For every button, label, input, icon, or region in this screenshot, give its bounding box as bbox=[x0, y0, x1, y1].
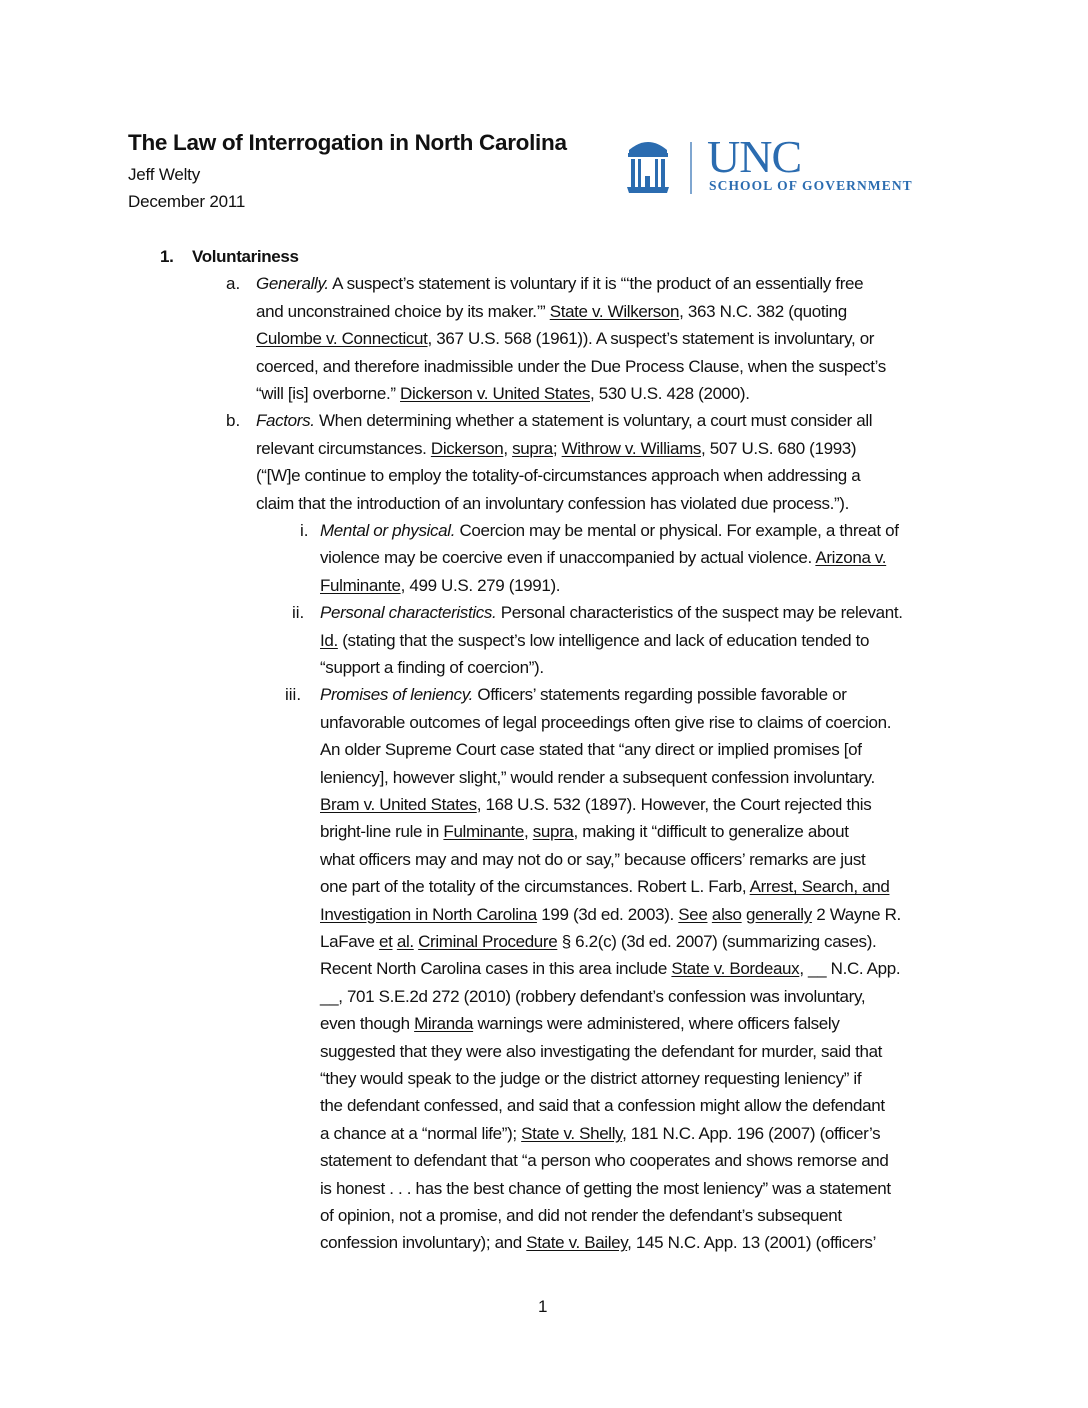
text-run: , making it “difficult to generalize about bbox=[573, 822, 849, 842]
citation: Arizona v. bbox=[815, 548, 887, 568]
text-line bbox=[320, 602, 903, 624]
text-run: Officers’ statements regarding possible favorable or bbox=[472, 685, 847, 705]
text-run: 199 (3d ed. 2003). bbox=[536, 904, 679, 924]
text-line bbox=[320, 1123, 880, 1145]
text-line bbox=[256, 383, 750, 405]
citation: generally bbox=[746, 904, 812, 924]
citation: Dickerson bbox=[430, 438, 504, 458]
text-line bbox=[256, 301, 847, 323]
text-run: coerced, and therefore inadmissible under the Due Process Clause, when the suspect’s bbox=[256, 356, 886, 376]
list-marker: ii. bbox=[292, 603, 305, 623]
text-line bbox=[320, 1205, 842, 1227]
text-run: even though bbox=[320, 1014, 415, 1034]
text-run: ; bbox=[552, 438, 562, 458]
text-line bbox=[256, 465, 860, 487]
citation: State v. Bordeaux bbox=[671, 959, 800, 979]
citation: Culombe v. Connecticut bbox=[256, 329, 428, 349]
citation: Dickerson v. United States bbox=[400, 384, 590, 403]
page-number: 1 bbox=[538, 1297, 548, 1316]
text-run: of opinion, not a promise, and did not render the defendant’s subsequent bbox=[320, 1206, 842, 1225]
text-run: statement to defendant that “a person who cooperates and shows remorse and bbox=[320, 1151, 889, 1171]
text-run: , 363 N.C. 382 (quoting bbox=[679, 301, 847, 321]
text-run: Personal characteristics of the suspect may be relevant. bbox=[496, 603, 903, 623]
text-line bbox=[320, 958, 900, 980]
text-line bbox=[320, 1232, 876, 1254]
text-run: unfavorable outcomes of legal proceedings often give rise to claims of coercion. bbox=[320, 712, 892, 732]
logo-wordmark: UNC bbox=[707, 131, 802, 182]
text-run: “they would speak to the judge or the district attorney requesting leniency” if bbox=[320, 1069, 862, 1088]
text-line bbox=[256, 356, 886, 378]
text-run: “support a finding of coercion”). bbox=[320, 658, 544, 677]
text-line bbox=[320, 630, 869, 652]
text-run: leniency], however slight,” would render a subsequent confession involuntary. bbox=[320, 767, 875, 787]
text-run: , 507 U.S. 680 (1993) bbox=[701, 438, 857, 458]
citation: Id. bbox=[320, 630, 338, 650]
text-line bbox=[320, 1013, 839, 1035]
text-line bbox=[320, 931, 876, 953]
list-marker: b. bbox=[226, 411, 241, 431]
list-marker: a. bbox=[226, 274, 241, 294]
author: Jeff Welty bbox=[128, 165, 201, 184]
citation: et bbox=[378, 932, 393, 951]
text-line bbox=[320, 657, 544, 679]
text-run: (“[W]e continue to employ the totality-of-circumstances approach when addressing a bbox=[256, 466, 861, 486]
citation: Investigation in North Carolina bbox=[320, 904, 537, 924]
text-run: (stating that the suspect’s low intelligence and lack of education tended to bbox=[337, 630, 870, 650]
text-line bbox=[320, 684, 847, 706]
citation: State v. Wilkerson bbox=[549, 301, 680, 321]
text-run: the defendant confessed, and said that a confession might allow the defendant bbox=[320, 1096, 885, 1116]
text-line bbox=[320, 904, 901, 926]
text-line bbox=[320, 520, 899, 542]
text-run: , 145 N.C. App. 13 (2001) (officers’ bbox=[627, 1233, 877, 1253]
item-heading: Promises of leniency. bbox=[320, 685, 473, 705]
section-heading: Voluntariness bbox=[192, 247, 299, 266]
logo-subtitle: SCHOOL OF GOVERNMENT bbox=[709, 178, 913, 193]
text-run: LaFave bbox=[320, 932, 379, 951]
text-line bbox=[320, 1150, 889, 1172]
list-marker: i. bbox=[300, 521, 309, 540]
item-heading: Factors. bbox=[256, 411, 315, 431]
citation: Fulminante bbox=[320, 575, 401, 595]
citation: State v. Shelly bbox=[521, 1123, 623, 1143]
list-marker: iii. bbox=[285, 685, 302, 705]
text-run: Coercion may be mental or physical. For example, a threat of bbox=[455, 521, 899, 540]
text-line bbox=[320, 794, 871, 816]
text-run: § 6.2(c) (3d ed. 2007) (summarizing cases). bbox=[557, 932, 877, 951]
text-run: one part of the totality of the circumstances. Robert L. Farb, bbox=[320, 877, 750, 897]
item-heading: Personal characteristics. bbox=[320, 603, 497, 623]
date: December 2011 bbox=[128, 192, 246, 211]
text-run: Recent North Carolina cases in this area include bbox=[320, 959, 672, 979]
text-line bbox=[320, 1068, 861, 1090]
text-run: confession involuntary); and bbox=[320, 1233, 527, 1253]
unc-sog-logo bbox=[627, 131, 947, 198]
text-run: relevant circumstances. bbox=[256, 438, 431, 458]
text-run: , bbox=[524, 822, 533, 842]
text-line bbox=[256, 273, 863, 295]
text-line bbox=[256, 410, 872, 432]
citation: supra bbox=[512, 438, 553, 458]
text-run: , __ N.C. App. bbox=[799, 959, 901, 979]
text-run: , 530 U.S. 428 (2000). bbox=[590, 384, 750, 403]
section-number: 1. bbox=[160, 247, 174, 266]
text-run: An older Supreme Court case stated that “any direct or implied promises [of bbox=[320, 740, 862, 760]
citation: also bbox=[711, 904, 742, 924]
text-run: , 499 U.S. 279 (1991). bbox=[400, 575, 561, 595]
citation: supra bbox=[532, 822, 574, 842]
text-line bbox=[320, 547, 886, 569]
text-run: a chance at a “normal life”); bbox=[320, 1123, 522, 1143]
citation: al. bbox=[396, 932, 414, 951]
text-line bbox=[320, 712, 891, 734]
text-run: , bbox=[503, 438, 513, 458]
text-line bbox=[256, 493, 849, 515]
text-line bbox=[256, 438, 856, 460]
text-run: violence may be coercive even if unaccompanied by actual violence. bbox=[320, 548, 816, 568]
text-run: A suspect’s statement is voluntary if it is “‘the product of an essentially free bbox=[328, 274, 864, 294]
citation: See bbox=[678, 904, 708, 924]
text-line bbox=[256, 328, 874, 350]
text-run: warnings were administered, where officers falsely bbox=[473, 1014, 840, 1034]
citation: State v. Bailey bbox=[526, 1233, 628, 1253]
citation: Miranda bbox=[414, 1014, 474, 1034]
text-line bbox=[320, 876, 889, 898]
text-run: 2 Wayne R. bbox=[811, 904, 901, 924]
text-line bbox=[320, 1178, 891, 1200]
text-run: , 181 N.C. App. 196 (2007) (officer’s bbox=[622, 1123, 881, 1143]
text-run: what officers may and may not do or say,” because officers’ remarks are just bbox=[320, 849, 866, 869]
text-line bbox=[320, 821, 849, 843]
citation: Arrest, Search, and bbox=[749, 877, 890, 897]
text-line bbox=[320, 849, 865, 871]
text-run: claim that the introduction of an involuntary confession has violated due process.”). bbox=[256, 493, 849, 513]
text-run: When determining whether a statement is voluntary, a court must consider all bbox=[314, 411, 873, 431]
citation: Bram v. United States bbox=[320, 795, 477, 814]
citation: Fulminante bbox=[443, 822, 525, 842]
text-line bbox=[320, 986, 865, 1008]
item-heading: Mental or physical. bbox=[320, 521, 456, 540]
text-run: “will [is] overborne.” bbox=[256, 384, 401, 403]
text-line bbox=[320, 739, 862, 761]
citation: Withrow v. Williams bbox=[561, 438, 702, 458]
text-line bbox=[320, 575, 560, 597]
text-run: , 367 U.S. 568 (1961)). A suspect’s statement is involuntary, or bbox=[427, 329, 875, 349]
text-run: suggested that they were also investigating the defendant for murder, said that bbox=[320, 1041, 883, 1061]
text-run: is honest . . . has the best chance of getting the most leniency” was a statement bbox=[320, 1178, 891, 1198]
citation: Criminal Procedure bbox=[418, 932, 558, 951]
text-line bbox=[320, 767, 875, 789]
text-run: __, 701 S.E.2d 272 (2010) (robbery defendant’s confession was involuntary, bbox=[320, 986, 866, 1006]
document-title: The Law of Interrogation in North Carolina bbox=[128, 130, 567, 155]
text-run: and unconstrained choice by its maker.’” bbox=[256, 301, 550, 321]
text-line bbox=[320, 1041, 882, 1063]
text-line bbox=[320, 1095, 885, 1117]
text-run: bright-line rule in bbox=[320, 822, 444, 842]
text-run: , 168 U.S. 532 (1897). However, the Court rejected this bbox=[476, 795, 872, 814]
item-heading: Generally. bbox=[256, 274, 329, 294]
